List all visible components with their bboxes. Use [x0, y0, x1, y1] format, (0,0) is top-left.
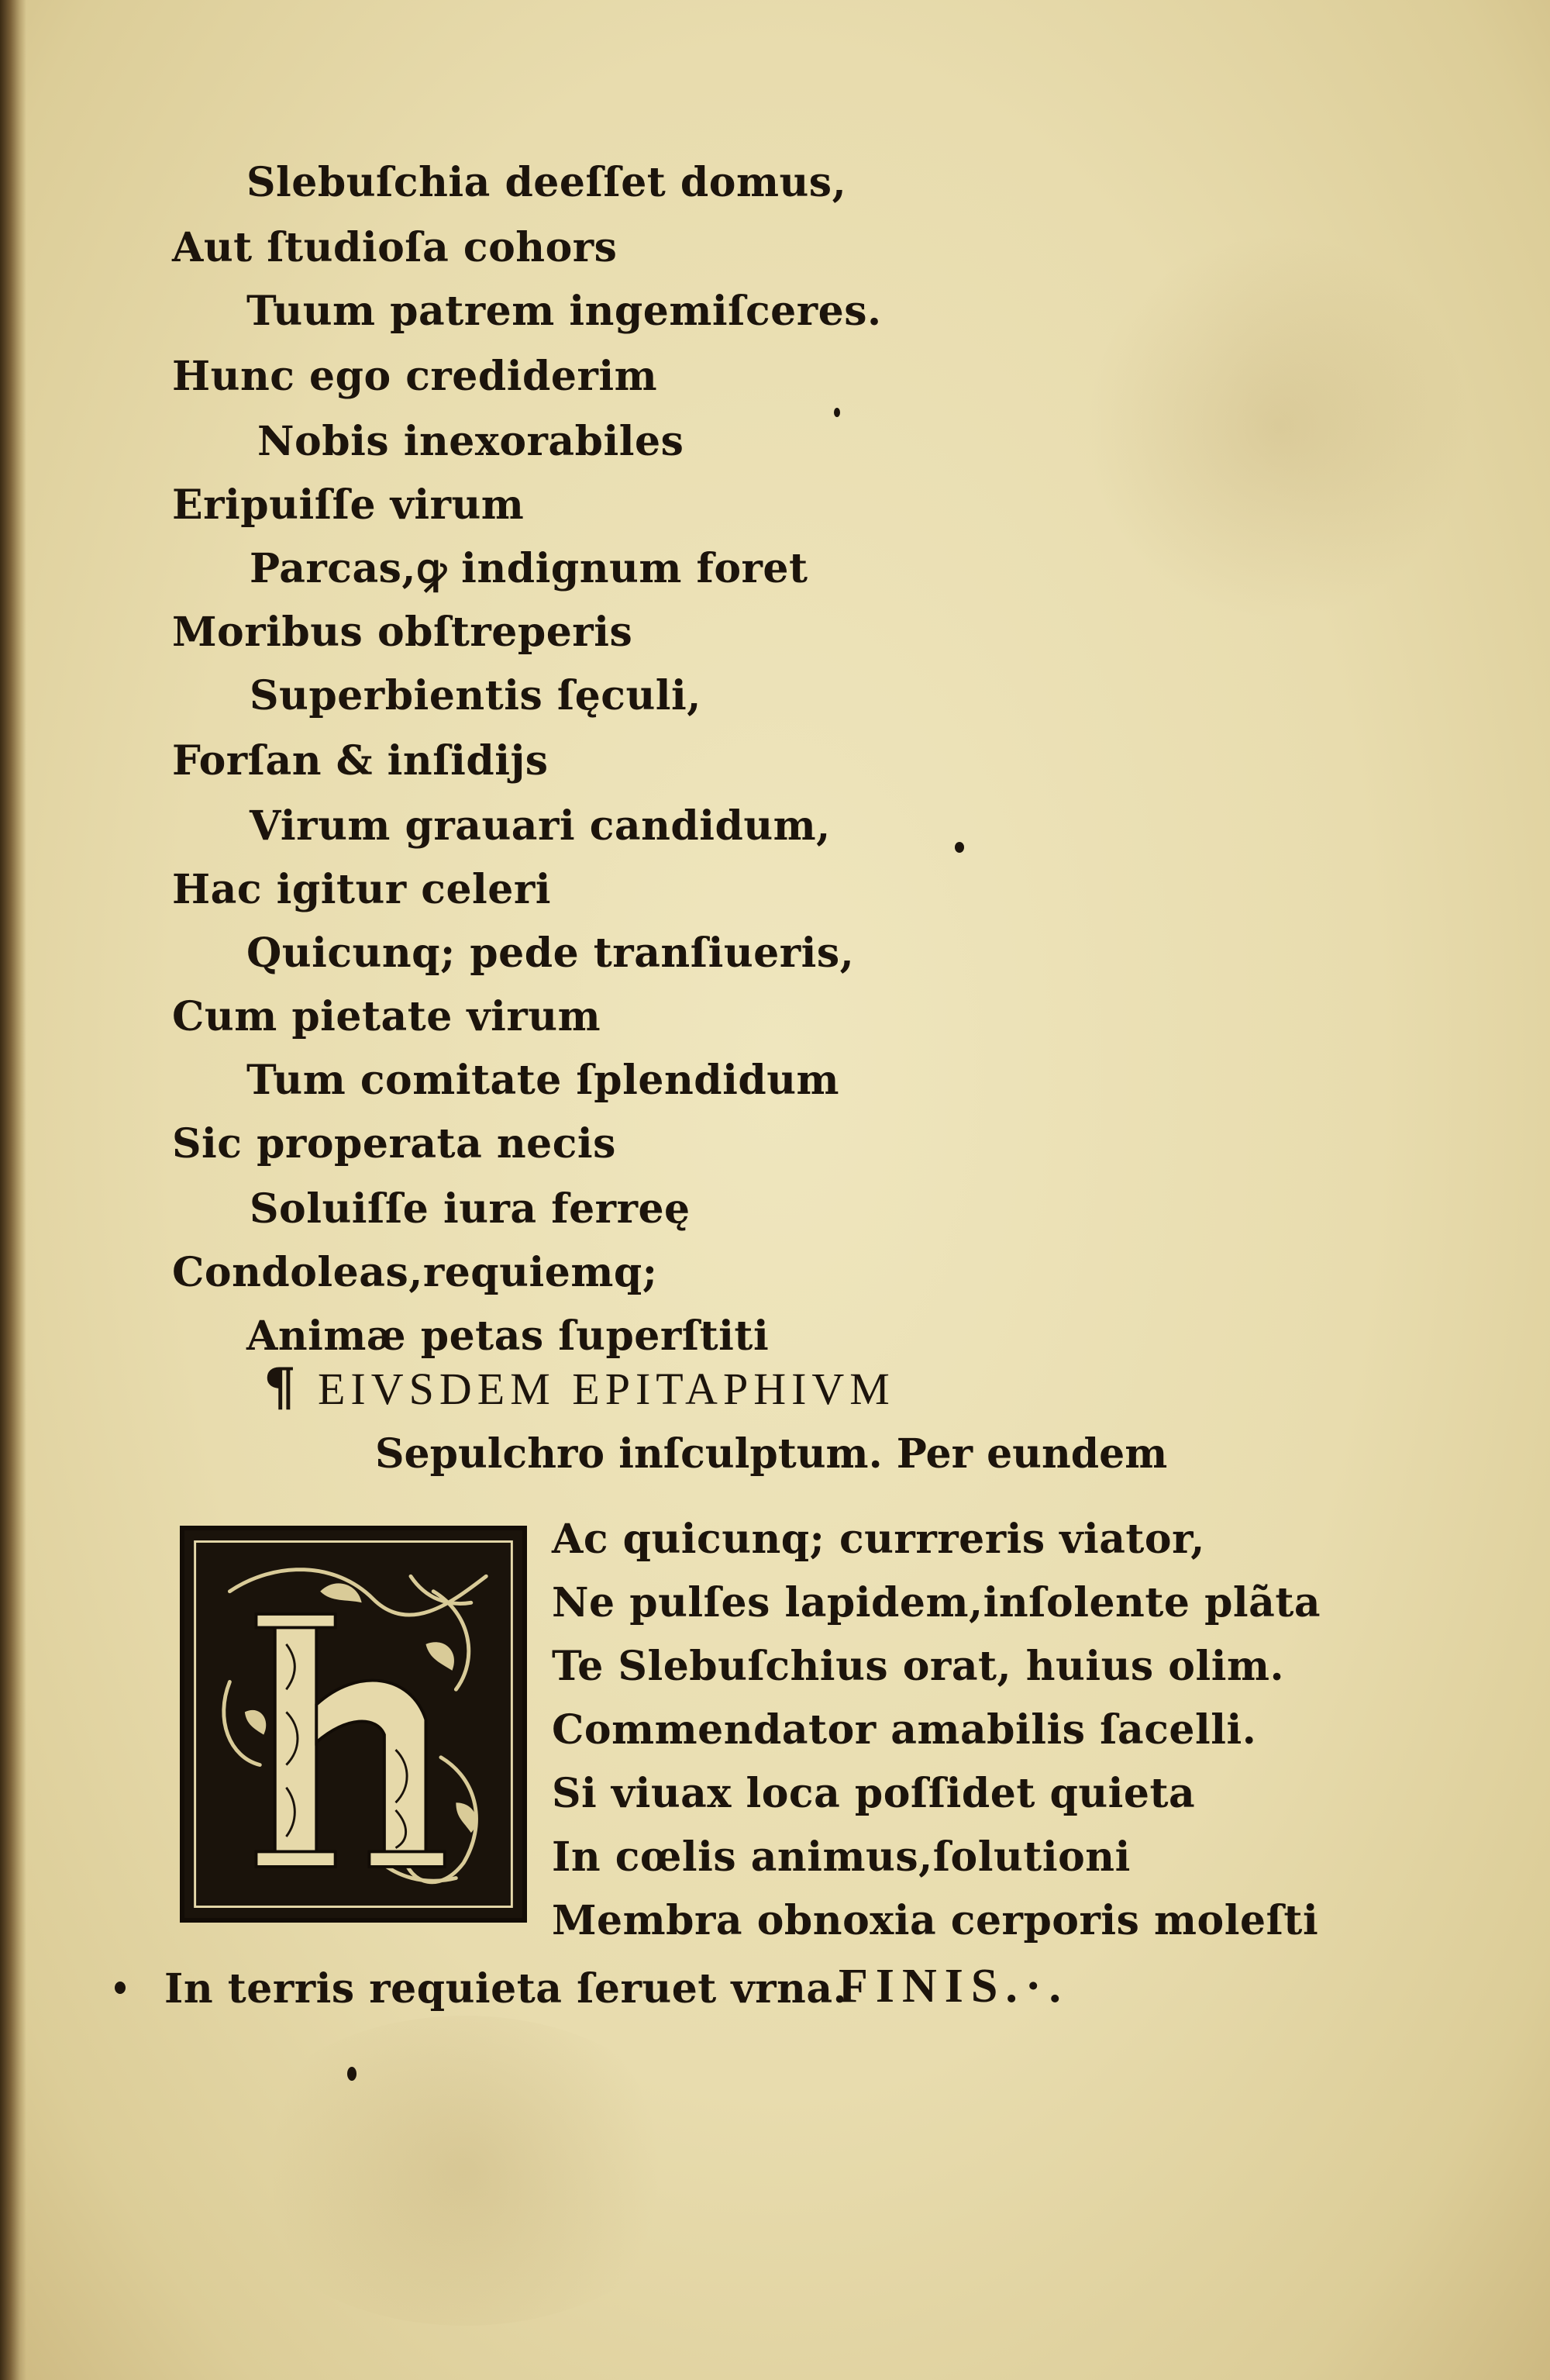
epitaph-heading: EIVSDEM EPITAPHIVM: [318, 1364, 895, 1414]
poem-line: Slebuſchia deeſſet domus,: [246, 159, 847, 206]
poem-line: Cum pietate virum: [172, 993, 601, 1040]
poem-line: Superbientis ſęculi,: [250, 672, 701, 719]
poem-line: Sic properata necis: [172, 1120, 616, 1168]
poem-line: Quicunq; pede tranſiueris,: [246, 930, 855, 977]
epitaph-line: Ac quicunq; currreris viator,: [552, 1516, 1205, 1563]
paper-stain: [1085, 233, 1472, 620]
poem-line: Parcas,ꝙ indignum foret: [250, 545, 808, 592]
epitaph-line: Membra obnoxia cerporis moleſti: [552, 1897, 1319, 1944]
epitaph-line: Si viuax loca poſſidet quieta: [552, 1770, 1196, 1817]
poem-line: Condoleas,requiemq;: [172, 1249, 658, 1296]
paper-stain: [232, 2016, 698, 2326]
epitaph-line: Ne pulſes lapidem,inſolente plãta: [552, 1579, 1321, 1626]
poem-line: Moribus obſtreperis: [172, 609, 633, 656]
poem-line: Eripuiſſe virum: [172, 481, 525, 529]
epitaph-line: Commendator amabilis ſacelli.: [552, 1706, 1257, 1754]
poem-line: Virum grauari candidum,: [250, 802, 831, 850]
poem-line: Animæ petas ſuperſtiti: [246, 1312, 770, 1360]
stray-ink-mark: [834, 408, 840, 417]
epitaph-last-line: In terris requieta ſeruet vrna.: [164, 1965, 848, 2013]
stray-ink-mark: [347, 2067, 356, 2081]
poem-line: Hunc ego crediderim: [172, 353, 658, 400]
pilcrow-mark: ¶: [264, 1357, 296, 1417]
finis-mark: FINIS.·.: [839, 1960, 1070, 2013]
poem-line: Forſan & inſidijs: [172, 737, 549, 785]
epitaph-line: Te Slebuſchius orat, huius olim.: [552, 1643, 1285, 1690]
poem-line: Soluiſſe iura ferreę: [250, 1185, 691, 1233]
poem-line: Aut ſtudioſa cohors: [172, 224, 618, 271]
woodcut-initial-h-image: [184, 1530, 522, 1918]
bullet-mark: [115, 1982, 126, 1994]
poem-line: Tuum patrem ingemiſceres.: [246, 288, 882, 335]
poem-line: Tum comitate ſplendidum: [246, 1057, 840, 1104]
poem-line: Nobis inexorabiles: [257, 418, 684, 465]
poem-line: Hac igitur celeri: [172, 866, 552, 913]
stray-ink-mark: [955, 842, 964, 853]
epitaph-subheading: Sepulchro inſculptum. Per eundem: [375, 1430, 1168, 1478]
woodcut-initial-h: [180, 1526, 527, 1923]
epitaph-line: In cœlis animus,ſolutioni: [552, 1833, 1131, 1881]
book-spine-shadow: [0, 0, 26, 2380]
